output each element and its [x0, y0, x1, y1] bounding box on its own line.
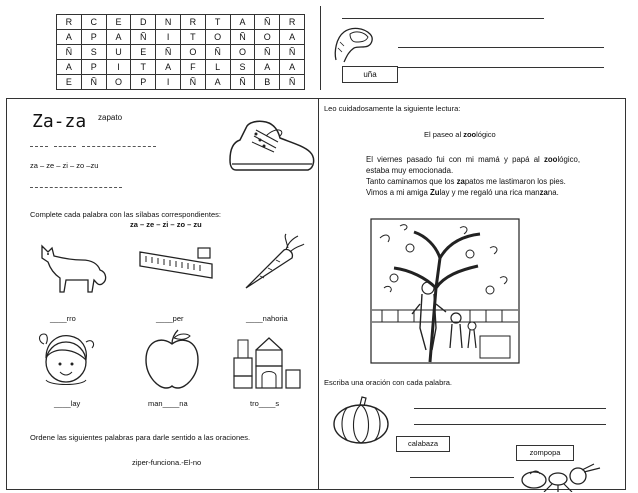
- grid-cell: I: [156, 30, 181, 45]
- write-line: [410, 477, 514, 478]
- grid-cell: E: [106, 15, 131, 30]
- grid-cell: U: [106, 45, 131, 60]
- grid-cell: Ñ: [255, 15, 280, 30]
- grid-row: [57, 60, 305, 75]
- grid-cell: Ñ: [230, 75, 255, 90]
- blank-word-3[interactable]: ____nahoria: [246, 314, 288, 323]
- grid-cell: A: [230, 15, 255, 30]
- apple-illustration: [140, 328, 204, 392]
- word-box-calabaza: calabaza: [396, 436, 450, 452]
- grid-row: [57, 45, 305, 60]
- grid-cell: A: [255, 60, 280, 75]
- grid-cell: Ñ: [280, 45, 305, 60]
- grid-cell: C: [81, 15, 106, 30]
- blank-word-1[interactable]: ____rro: [50, 314, 76, 323]
- girl-illustration: [36, 328, 102, 390]
- blank-word-2[interactable]: ____per: [156, 314, 184, 323]
- letter-grid: [56, 14, 305, 90]
- toy-blocks-illustration: [230, 330, 304, 390]
- grid-cell: T: [131, 60, 156, 75]
- scrambled-sentence: ziper-funciona.-El-no: [132, 458, 202, 467]
- shoe-illustration: [226, 118, 318, 176]
- grid-cell: I: [106, 60, 131, 75]
- grid-cell: Ñ: [81, 75, 106, 90]
- grid-cell: O: [106, 75, 131, 90]
- grid-cell: P: [81, 30, 106, 45]
- grid-cell: S: [230, 60, 255, 75]
- grid-cell: R: [57, 15, 82, 30]
- grid-row: [57, 75, 305, 90]
- grid-cell: Ñ: [230, 30, 255, 45]
- grid-cell: A: [280, 60, 305, 75]
- word-box-zompopa: zompopa: [516, 445, 574, 461]
- grid-cell: O: [180, 45, 205, 60]
- syllable-list-bold: za – ze – zi – zo – zu: [130, 220, 202, 229]
- grid-cell: A: [280, 30, 305, 45]
- blank-word-4[interactable]: ____lay: [54, 399, 81, 408]
- grid-cell: Ñ: [180, 75, 205, 90]
- word-label-box: uña: [342, 66, 398, 83]
- grid-cell: A: [57, 60, 82, 75]
- write-line: [342, 18, 544, 19]
- zipper-illustration: [138, 240, 216, 290]
- title-word: zapato: [98, 113, 123, 122]
- grid-cell: O: [230, 45, 255, 60]
- instruction-write: Escriba una oración con cada palabra.: [324, 378, 452, 387]
- grid-cell: P: [81, 60, 106, 75]
- write-line: [398, 67, 604, 68]
- lesson-title: Za-za: [32, 111, 87, 132]
- ant-illustration: [512, 462, 626, 492]
- grid-cell: Ñ: [57, 45, 82, 60]
- grid-cell: A: [156, 60, 181, 75]
- grid-cell: A: [106, 30, 131, 45]
- grid-cell: S: [81, 45, 106, 60]
- grid-cell: B: [255, 75, 280, 90]
- grid-cell: Ñ: [131, 30, 156, 45]
- passage-paragraph: El viernes pasado fui con mi mamá y papá al zoológico, estaba muy emocionada.: [366, 155, 580, 175]
- write-line: [414, 424, 606, 425]
- grid-row: [57, 30, 305, 45]
- grid-cell: O: [255, 30, 280, 45]
- instruction-complete: Complete cada palabra con las sílabas correspondientes:: [30, 210, 221, 219]
- grid-cell: O: [205, 30, 230, 45]
- grid-cell: Ñ: [156, 45, 181, 60]
- pumpkin-illustration: [330, 394, 392, 446]
- tracing-line: [30, 187, 122, 188]
- carrot-illustration: [240, 232, 306, 294]
- grid-cell: E: [57, 75, 82, 90]
- grid-cell: L: [205, 60, 230, 75]
- reading-passage: [366, 154, 580, 198]
- instruction-order: Ordene las siguientes palabras para darle sentido a las oraciones.: [30, 433, 251, 442]
- write-line: [398, 47, 604, 48]
- grid-cell: P: [131, 75, 156, 90]
- blank-word-6[interactable]: tro____s: [250, 399, 280, 408]
- passage-paragraph: Vimos a mi amiga Zulay y me regaló una rica manzana.: [366, 188, 559, 197]
- zoo-scene-illustration: [370, 218, 520, 364]
- grid-cell: A: [57, 30, 82, 45]
- grid-cell: Ñ: [205, 45, 230, 60]
- grid-cell: R: [280, 15, 305, 30]
- tracing-line: [82, 146, 156, 147]
- grid-row: [57, 15, 305, 30]
- grid-cell: N: [156, 15, 181, 30]
- fingernail-illustration: [330, 24, 376, 64]
- grid-cell: T: [205, 15, 230, 30]
- fox-illustration: [38, 240, 110, 296]
- grid-cell: F: [180, 60, 205, 75]
- grid-cell: R: [180, 15, 205, 30]
- grid-cell: T: [180, 30, 205, 45]
- grid-cell: Ñ: [280, 75, 305, 90]
- grid-cell: A: [205, 75, 230, 90]
- grid-cell: Ñ: [255, 45, 280, 60]
- column-divider: [318, 98, 319, 490]
- blank-word-5[interactable]: man____na: [148, 399, 188, 408]
- write-line: [414, 408, 606, 409]
- instruction-read: Leo cuidadosamente la siguiente lectura:: [324, 104, 461, 113]
- syllable-list: za – ze – zi – zo –zu: [30, 161, 99, 170]
- grid-cell: D: [131, 15, 156, 30]
- tracing-line: [54, 146, 76, 147]
- passage-paragraph: Tanto caminamos que los zapatos me lastimaron los pies.: [366, 177, 566, 186]
- grid-cell: E: [131, 45, 156, 60]
- grid-cell: I: [156, 75, 181, 90]
- tracing-line: [30, 146, 48, 147]
- reading-title: El paseo al zoológico: [424, 130, 496, 139]
